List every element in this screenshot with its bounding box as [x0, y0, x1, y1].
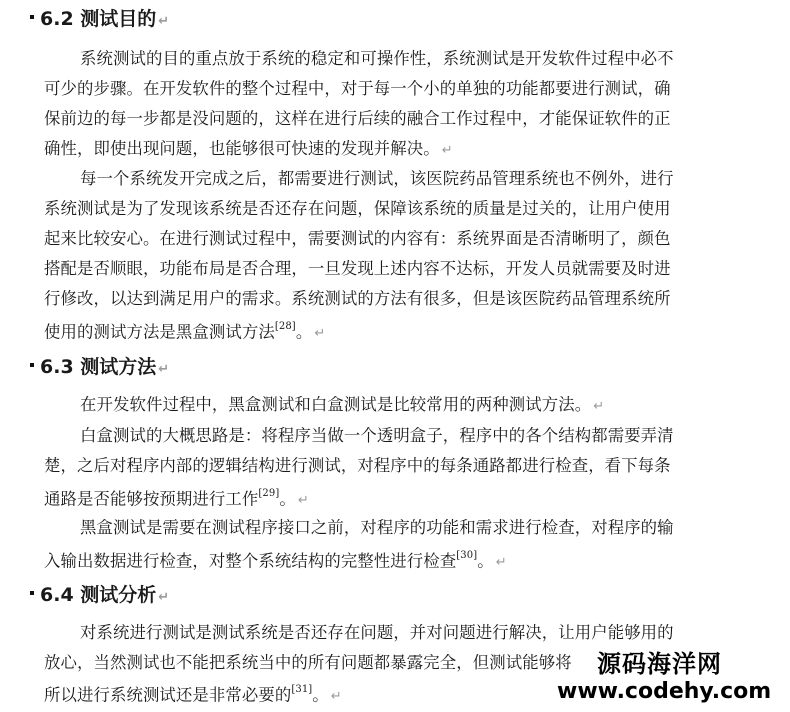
paragraph-mark-icon: ↵	[158, 14, 170, 29]
text-line: 起来比较安心。在进行测试过程中，需要测试的内容有：系统界面是否清晰明了，颜色	[44, 229, 671, 248]
citation-ref: [31]	[291, 684, 313, 695]
citation-ref: [29]	[258, 488, 280, 499]
text-line: 行修改，以达到满足用户的需求。系统测试的方法有很多，但是该医院药品管理系统所	[44, 289, 671, 308]
citation-ref: [30]	[456, 550, 478, 561]
bullet-icon	[30, 591, 34, 595]
paragraph-mark-icon: ↵	[297, 493, 309, 509]
text-line: 搭配是否顺眼，功能布局是否合理，一旦发现上述内容不达标，开发人员就需要及时进	[44, 259, 671, 278]
site-watermark	[557, 650, 772, 708]
section-heading: 6.3 测试方法 ↵	[30, 352, 169, 382]
text-line: 确性，即使出现问题，也能够很可快速的发现并解决。 ↵	[44, 139, 453, 158]
paragraph-mark-icon: ↵	[158, 362, 170, 377]
paragraph-mark-icon: ↵	[495, 555, 507, 571]
text-line: 保前边的每一步都是没问题的，这样在进行后续的融合工作过程中，才能保证软件的正	[44, 109, 671, 128]
paragraph-mark-icon: ↵	[330, 689, 342, 705]
paragraph-mark-icon: ↵	[314, 326, 326, 342]
citation-ref: [28]	[274, 321, 296, 332]
text-line: 入输出数据进行检查，对整个系统结构的完整性进行检查[30]。 ↵	[44, 550, 507, 571]
paragraph-mark-icon: ↵	[593, 399, 605, 414]
text-line: 白盒测试的大概思路是：将程序当做一个透明盒子，程序中的各个结构都需要弄清	[80, 426, 674, 445]
text-line: 黑盒测试是需要在测试程序接口之前，对程序的功能和需求进行检查，对程序的输	[80, 518, 674, 537]
bullet-icon	[30, 363, 34, 367]
section-heading: 6.4 测试分析 ↵	[30, 580, 169, 610]
text-line: 系统测试是为了发现该系统是否还存在问题，保障该系统的质量是过关的，让用户使用	[44, 199, 671, 218]
text-line: 所以进行系统测试还是非常必要的[31]。 ↵	[44, 684, 342, 705]
watermark-url: www.codehy.com	[557, 679, 772, 704]
text-line: 在开发软件过程中，黑盒测试和白盒测试是比较常用的两种测试方法。 ↵	[80, 395, 605, 414]
section-heading: 6.2 测试目的 ↵	[30, 4, 169, 34]
watermark-name: 源码海洋网	[597, 650, 722, 678]
text-line: 每一个系统发开完成之后，都需要进行测试，该医院药品管理系统也不例外，进行	[80, 169, 674, 188]
text-line: 对系统进行测试是测试系统是否还存在问题，并对问题进行解决，让用户能够用的	[80, 623, 674, 642]
text-line: 使用的测试方法是黑盒测试方法[28]。 ↵	[44, 321, 326, 342]
paragraph-mark-icon: ↵	[441, 143, 453, 158]
bullet-icon	[30, 15, 34, 19]
text-line: 楚，之后对程序内部的逻辑结构进行测试，对程序中的每条通路都进行检查，看下每条	[44, 456, 671, 475]
text-line: 放心，当然测试也不能把系统当中的所有问题都暴露完全，但测试能够将	[44, 653, 572, 672]
text-line: 通路是否能够按预期进行工作[29]。 ↵	[44, 488, 309, 509]
text-line: 系统测试的目的重点放于系统的稳定和可操作性，系统测试是开发软件过程中必不	[80, 49, 674, 68]
paragraph-mark-icon: ↵	[158, 590, 170, 605]
text-line: 可少的步骤。在开发软件的整个过程中，对于每一个小的单独的功能都要进行测试，确	[44, 79, 671, 98]
